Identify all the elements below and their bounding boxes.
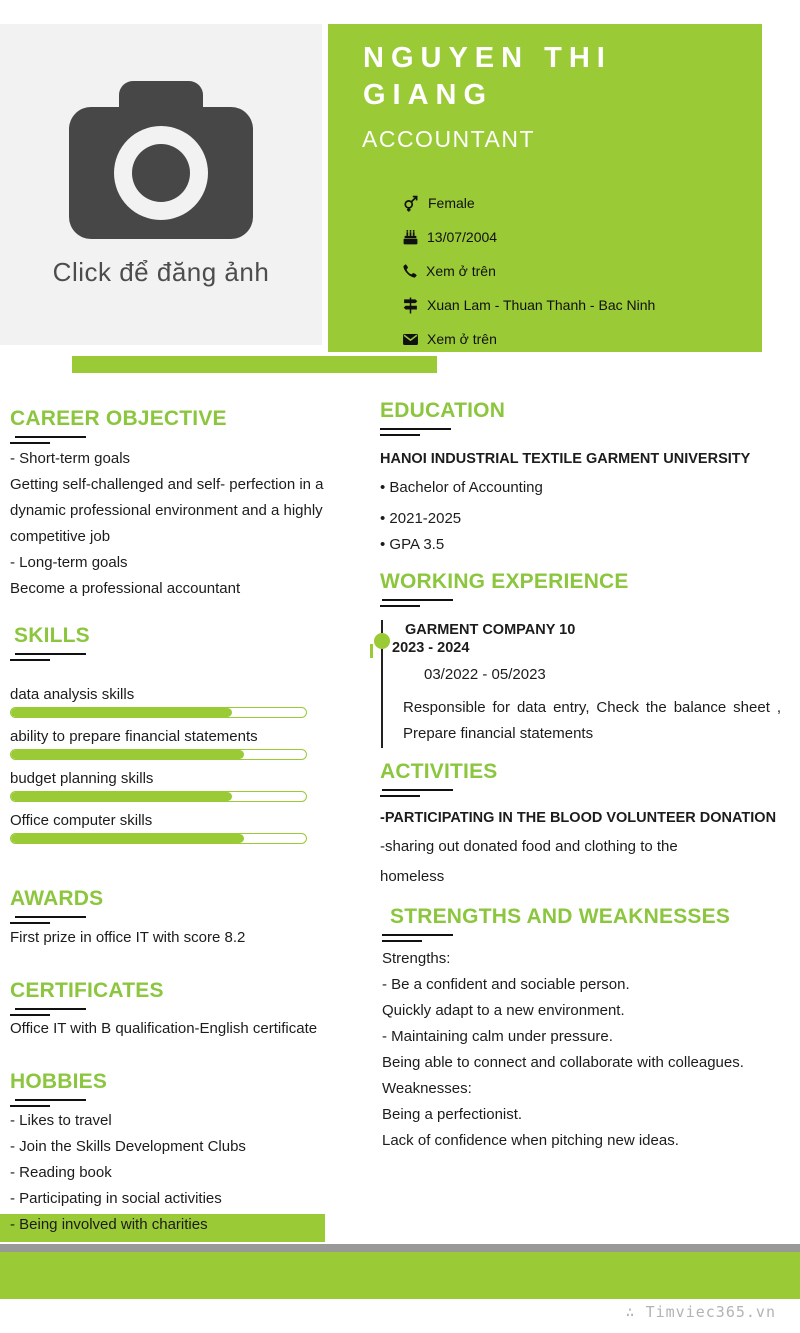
section-strengths-weaknesses (390, 905, 730, 942)
skill-progress-fill (11, 708, 232, 717)
education-bullet: • 2021-2025 (380, 510, 462, 527)
heading-underline (10, 1014, 50, 1016)
skill-progress-fill (11, 750, 244, 759)
section-education (380, 399, 505, 436)
heading-underline (380, 434, 420, 436)
detail-address (402, 295, 752, 315)
hobby-item: - Join the Skills Development Clubs (10, 1138, 246, 1155)
heading-underline (15, 916, 86, 918)
camera-icon (64, 81, 258, 251)
activities-title: ACTIVITIES (380, 760, 498, 783)
skills-title: SKILLS (14, 624, 90, 647)
name-line-1: NGUYEN THI (363, 42, 612, 74)
heading-underline (382, 789, 453, 791)
photo-upload-area[interactable] (0, 24, 322, 345)
skill-progress-bar (10, 791, 307, 802)
education-bullet: • GPA 3.5 (380, 536, 445, 553)
birthday-value: 13/07/2004 (427, 229, 498, 245)
heading-underline (10, 922, 50, 924)
career-line: competitive job (10, 528, 111, 545)
strength-line: - Maintaining calm under pressure. (382, 1028, 613, 1045)
section-working-experience (380, 570, 629, 607)
detail-gender (402, 193, 752, 213)
career-line: - Long-term goals (10, 554, 128, 571)
hobby-item: - Likes to travel (10, 1112, 112, 1129)
skill-label: data analysis skills (10, 686, 135, 703)
certificates-title: CERTIFICATES (10, 979, 164, 1002)
heading-underline (382, 599, 453, 601)
heading-underline (380, 795, 420, 797)
page-divider-strip (0, 1244, 800, 1252)
education-title: EDUCATION (380, 399, 506, 422)
experience-period: 03/2022 - 05/2023 (424, 666, 546, 683)
strength-line: Quickly adapt to a new environment. (382, 1002, 625, 1019)
skill-progress-fill (11, 834, 244, 843)
phone-value: Xem ở trên (426, 263, 496, 279)
awards-text: First prize in office IT with score 8.2 (10, 929, 246, 946)
strength-line: - Be a confident and sociable person. (382, 976, 630, 993)
experience-description: Responsible for data entry, Check the balance sheet , Prepare financial statements (403, 699, 781, 742)
activities-line: -sharing out donated food and clothing to the (380, 838, 678, 855)
career-line: Become a professional accountant (10, 580, 241, 597)
name-line-2: GIANG (363, 79, 494, 111)
skill-label: budget planning skills (10, 770, 154, 787)
career-line: Getting self-challenged and self- perfection in a (10, 476, 324, 493)
heading-underline (15, 1099, 86, 1101)
timeline-tick (370, 644, 373, 658)
section-skills (14, 624, 90, 661)
candidate-name (363, 40, 743, 114)
heading-underline (380, 428, 451, 430)
hobby-item: - Participating in social activities (10, 1190, 222, 1207)
experience-years: 2023 - 2024 (392, 640, 470, 656)
skill-label: ability to prepare financial statements (10, 728, 258, 745)
section-activities (380, 760, 498, 797)
detail-birthday (402, 227, 752, 247)
job-title: ACCOUNTANT (362, 126, 536, 152)
timeline-dot (374, 633, 390, 649)
education-bullet: • Bachelor of Accounting (380, 479, 543, 496)
strength-line: Being a perfectionist. (382, 1106, 523, 1123)
address-icon (402, 297, 419, 314)
career-line: dynamic professional environment and a highly (10, 502, 323, 519)
section-awards (10, 887, 103, 924)
section-career-objective (10, 407, 227, 444)
detail-phone (402, 261, 752, 281)
strengths-title: STRENGTHS AND WEAKNESSES (390, 905, 731, 928)
phone-icon (402, 263, 418, 279)
career-line: - Short-term goals (10, 450, 131, 467)
heading-underline (15, 653, 86, 655)
skill-label: Office computer skills (10, 812, 153, 829)
email-value: Xem ở trên (427, 331, 497, 347)
heading-underline (380, 605, 420, 607)
skill-progress-bar (10, 707, 307, 718)
heading-underline (10, 1105, 50, 1107)
activities-line: homeless (380, 868, 445, 885)
heading-underline (15, 1008, 86, 1010)
certificates-text: Office IT with B qualification-English certificate (10, 1020, 318, 1037)
section-hobbies (10, 1070, 107, 1107)
section-certificates (10, 979, 164, 1016)
heading-underline (10, 659, 50, 661)
hobby-item: - Reading book (10, 1164, 112, 1181)
education-school: HANOI INDUSTRIAL TEXTILE GARMENT UNIVERSITY (380, 451, 751, 467)
heading-underline (382, 940, 422, 942)
photo-upload-caption: Click để đăng ảnh (52, 257, 270, 287)
skill-progress-bar (10, 833, 307, 844)
experience-company: GARMENT COMPANY 10 (405, 622, 576, 638)
birthday-icon (402, 229, 419, 246)
address-value: Xuan Lam - Thuan Thanh - Bac Ninh (427, 297, 656, 313)
working-experience-title: WORKING EXPERIENCE (380, 570, 629, 593)
hobby-item-highlighted: - Being involved with charities (10, 1216, 208, 1233)
footer-green-bar (0, 1252, 800, 1299)
strength-line: Weaknesses: (382, 1080, 472, 1097)
watermark-text: ∴ Timviec365.vn (625, 1303, 776, 1321)
skill-progress-fill (11, 792, 232, 801)
hobbies-title: HOBBIES (10, 1070, 108, 1093)
email-icon (402, 331, 419, 348)
skill-progress-bar (10, 749, 307, 760)
strength-line: Strengths: (382, 950, 451, 967)
strength-line: Being able to connect and collaborate with colleagues. (382, 1054, 744, 1071)
gender-value: Female (428, 195, 475, 211)
heading-underline (10, 442, 50, 444)
heading-underline (382, 934, 453, 936)
header-accent-bar (72, 356, 437, 373)
detail-email (402, 329, 752, 349)
career-objective-title: CAREER OBJECTIVE (10, 407, 227, 430)
strength-line: Lack of confidence when pitching new ideas. (382, 1132, 679, 1149)
gender-icon (402, 194, 420, 212)
activities-heading: -PARTICIPATING IN THE BLOOD VOLUNTEER DONATION (380, 810, 777, 826)
awards-title: AWARDS (10, 887, 104, 910)
heading-underline (15, 436, 86, 438)
